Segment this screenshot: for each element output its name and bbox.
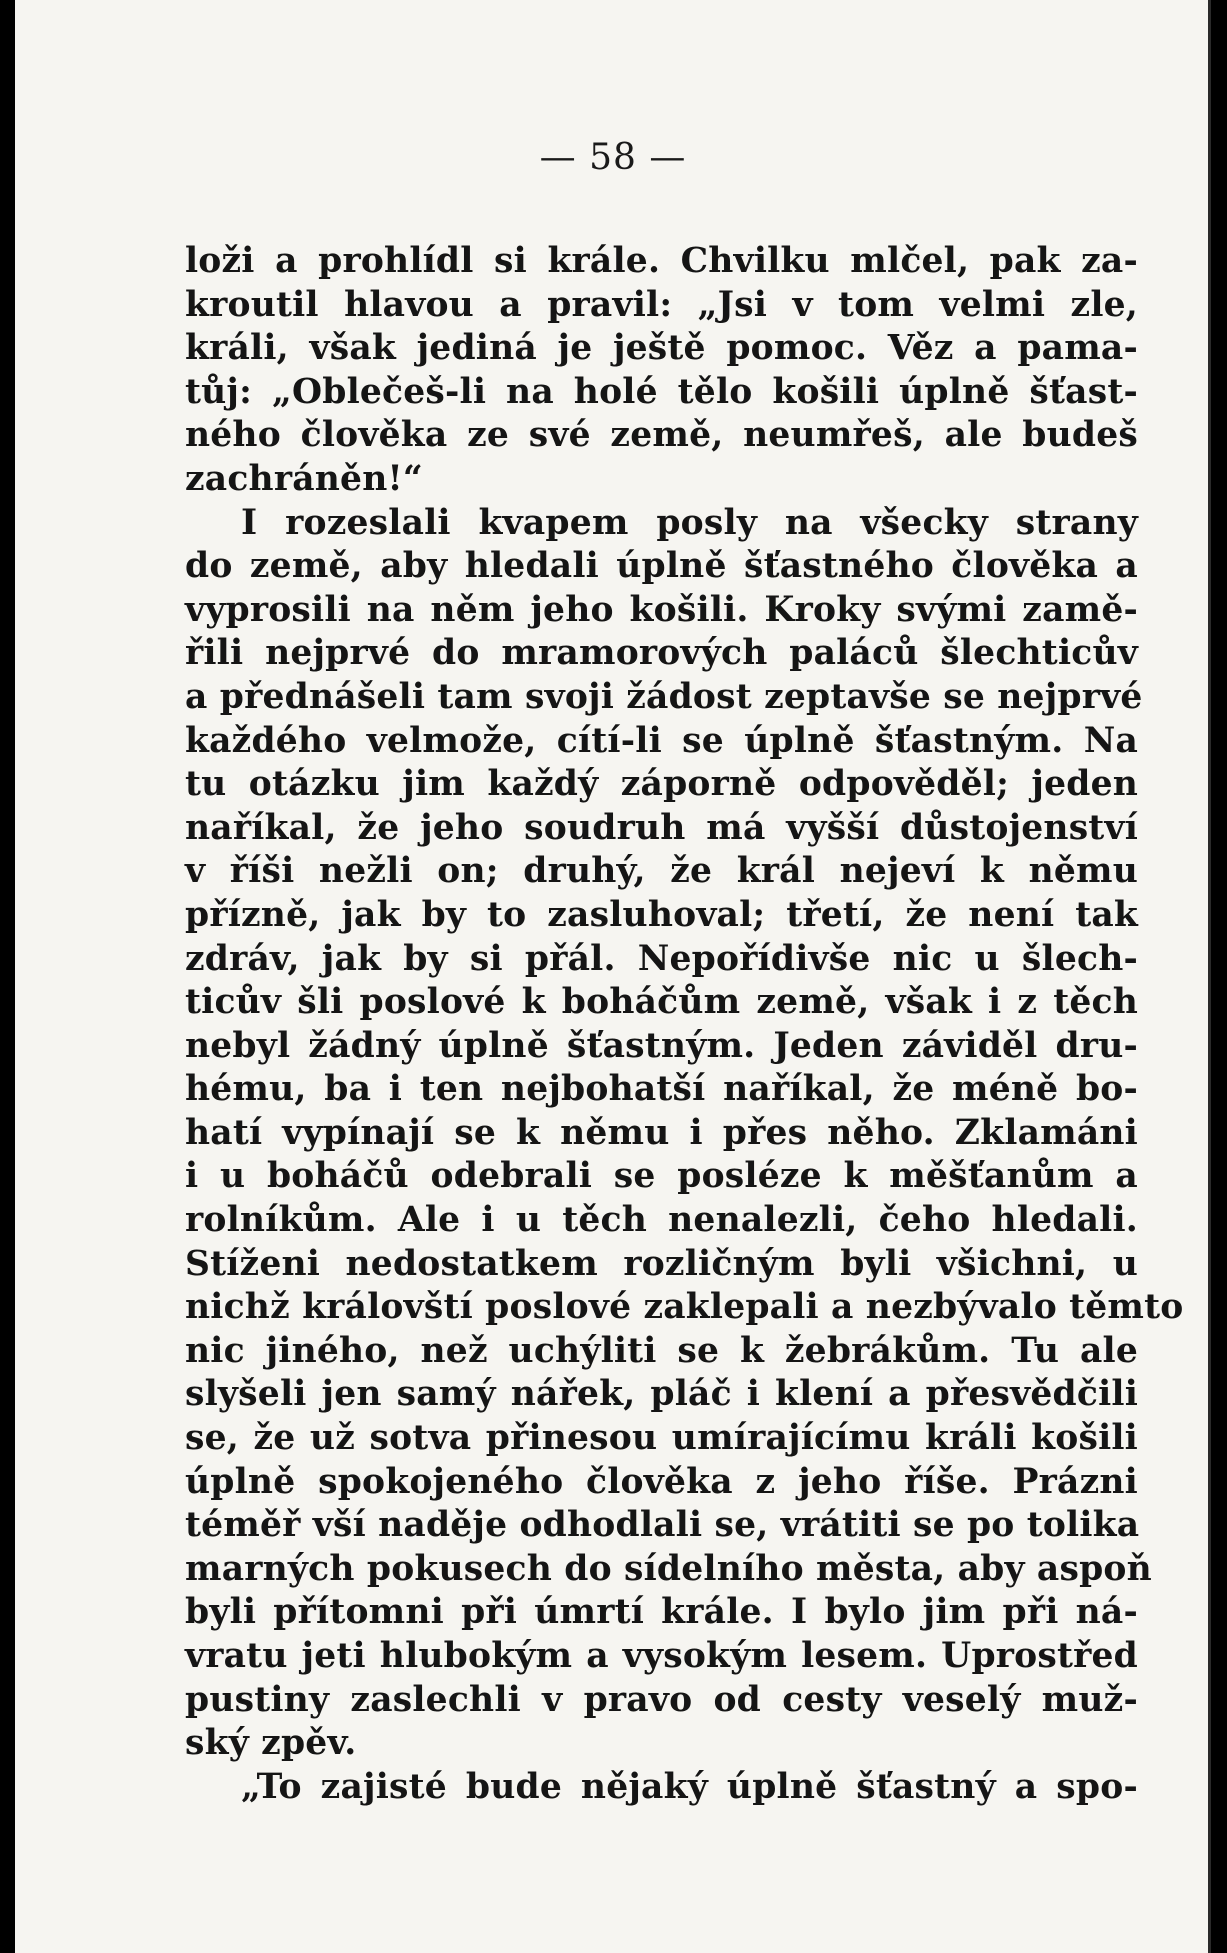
text-line: téměř vší naděje odhodlali se, vrátiti se po tolika [185, 1505, 1140, 1546]
text-line: hému, ba i ten nejbohatší naříkal, že méně bo- [185, 1069, 1138, 1110]
text-line: se, že už sotva přinesou umírajícímu králi košili [185, 1418, 1138, 1459]
text-line: řili nejprvé do mramorových paláců šlechticův [185, 633, 1138, 674]
text-line: „To zajisté bude nějaký úplně šťastný a spo- [241, 1766, 1138, 1807]
body-text [185, 240, 1184, 1809]
text-line: v říši nežli on; druhý, že král nejeví k němu [185, 851, 1138, 892]
text-line: každého velmože, cítí-li se úplně šťastným. Na [185, 720, 1138, 761]
text-line: loži a prohlídl si krále. Chvilku mlčel, pak za- [185, 241, 1138, 281]
text-line: pustiny zaslechli v pravo od cesty veselý muž- [185, 1679, 1138, 1720]
text-line: zdráv, jak by si přál. Nepořídivše nic u šlech- [185, 938, 1138, 979]
text-line: a přednášeli tam svoji žádost zeptavše se nejprvé [185, 676, 1143, 717]
page-number: — 58 — [539, 137, 687, 178]
text-line: tůj: „Oblečeš-li na holé tělo košili úplně šťast- [185, 371, 1138, 412]
text-line: ský zpěv. [185, 1723, 357, 1764]
text-line: byli přítomni při úmrtí krále. I bylo jim při ná- [185, 1592, 1138, 1633]
text-line: kroutil hlavou a pravil: „Jsi v tom velmi zle, [185, 284, 1138, 325]
text-line: nic jiného, než uchýliti se k žebrákům. Tu ale [185, 1330, 1138, 1371]
text-line: marných pokusech do sídelního města, aby aspoň [185, 1548, 1152, 1589]
text-line: hatí vypínají se k němu i přes něho. Zklamáni [185, 1112, 1138, 1153]
text-line: vratu jeti hlubokým a vysokým lesem. Uprostřed [185, 1636, 1138, 1676]
text-line: nichž královští poslové zaklepali a nezbývalo těmto [185, 1287, 1184, 1328]
text-line: nebyl žádný úplně šťastným. Jeden záviděl dru- [185, 1025, 1138, 1066]
text-line: úplně spokojeného člověka z jeho říše. Prázni [185, 1461, 1138, 1502]
page-edge-line [1208, 0, 1211, 1953]
text-line: přízně, jak by to zasluhoval; třetí, že není tak [185, 894, 1138, 935]
text-line: zachráněn!“ [185, 458, 423, 499]
text-line: tu otázku jim každý záporně odpověděl; jeden [185, 764, 1138, 805]
text-line: Stíženi nedostatkem rozličným byli všichni, u [185, 1243, 1138, 1284]
text-line: slyšeli jen samý nářek, pláč i klení a přesvědčili [185, 1374, 1138, 1415]
text-line: I rozeslali kvapem posly na všecky strany [241, 502, 1138, 543]
text-line: rolníkům. Ale i u těch nenalezli, čeho hledali. [185, 1200, 1138, 1241]
text-line: vyprosili na něm jeho košili. Kroky svými zamě- [185, 589, 1138, 630]
text-line: ticův šli poslové k boháčům země, však i z těch [185, 982, 1138, 1023]
text-line: ného člověka ze své země, neumřeš, ale budeš [185, 415, 1138, 456]
text-line: naříkal, že jeho soudruh má vyšší důstojenství [185, 807, 1138, 848]
text-line: králi, však jediná je ještě pomoc. Věz a pama- [185, 328, 1138, 369]
text-line: i u boháčů odebrali se posléze k měšťanům a [185, 1156, 1138, 1197]
text-line: do země, aby hledali úplně šťastného člověka a [185, 546, 1138, 587]
book-page [15, 0, 1211, 1953]
